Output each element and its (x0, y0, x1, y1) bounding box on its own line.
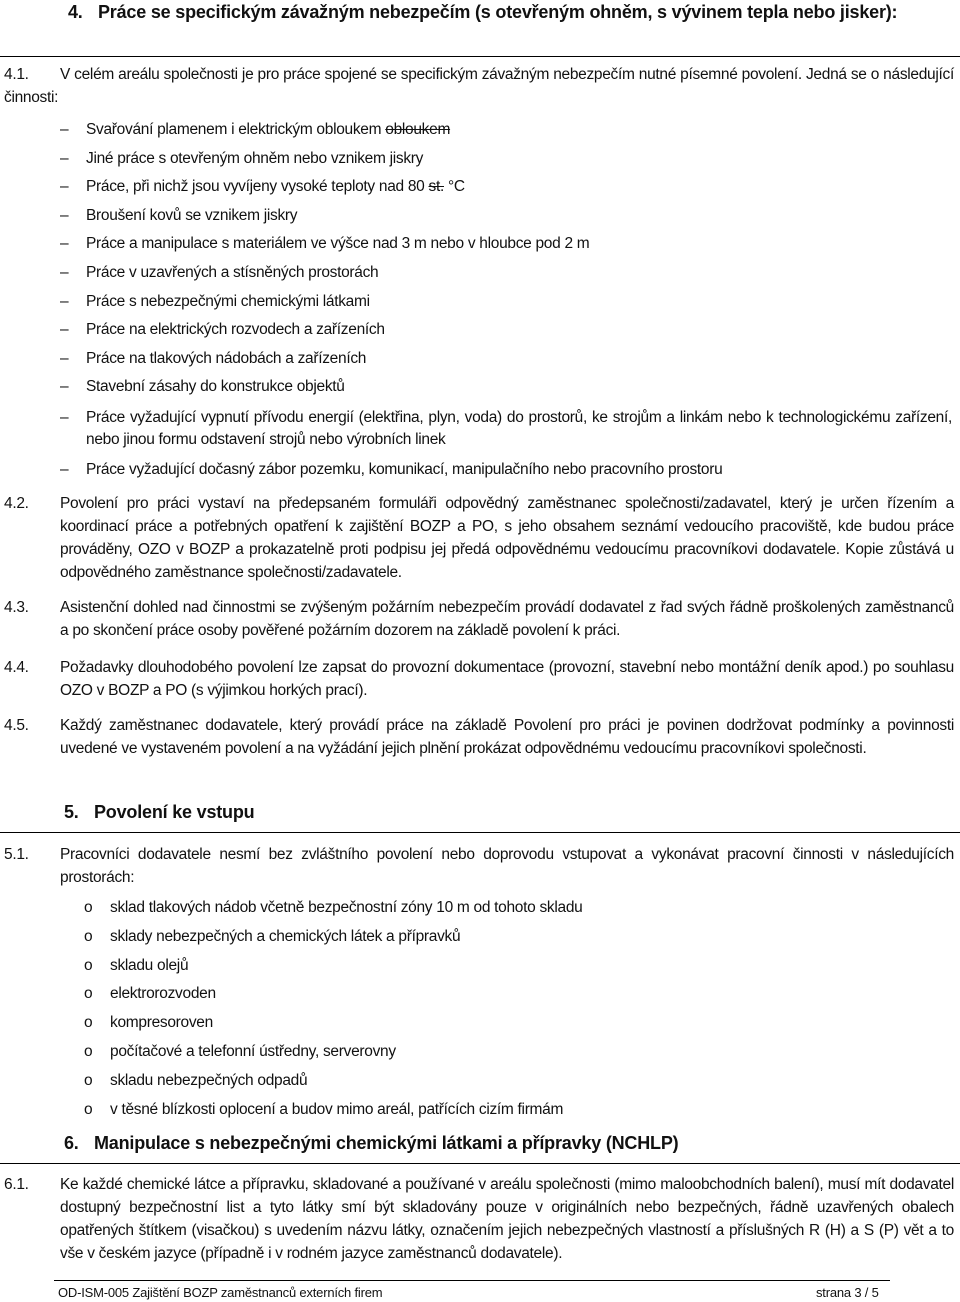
paragraph-4-4 (4, 656, 954, 702)
paragraph-text: Asistenční dohled nad činnostmi se zvýšeným požárním nebezpečím provádí dodavatel z řad svých řádně proškolených zaměstnanců a po skončení práce osoby pověřené požárním dozorem na základě povolení k práci. (60, 599, 954, 639)
section-6-title: Manipulace s nebezpečnými chemickými látkami a přípravky (NCHLP) (94, 1133, 679, 1153)
paragraph-number: 6.1. (4, 1176, 29, 1193)
section-5-heading (64, 800, 254, 824)
list-item (60, 345, 952, 374)
paragraph-number: 4.4. (4, 659, 29, 676)
list-item: o skladu olejů (84, 952, 944, 981)
list-item-text: Stavební zásahy do konstrukce objektů (86, 378, 345, 396)
list-item-text: Práce v uzavřených a stísněných prostorách (86, 263, 379, 281)
paragraph-number: 4.2. (4, 495, 29, 512)
list-item-text: Práce vyžadující vypnutí přívodu energií (elektřina, plyn, voda) do prostorů, ke strojům a linkám nebo k technologickému zařízení, nebo jinou formu odstavení strojů nebo výrobních linek (86, 408, 952, 448)
section-4-heading (68, 0, 928, 24)
list-item: o skladu nebezpečných odpadů (84, 1067, 944, 1096)
list-item: o elektrorozvoden (84, 980, 944, 1009)
section-4-rule (0, 56, 960, 57)
paragraph-text: Povolení pro práci vystaví na předepsaném formuláři odpovědný zaměstnanec společnosti/zadavatel, který je určen řízením a koordinací práce a potřebných opatření k zajištění BOZP a PO, s jeho obsahem seznámí vedoucího pracoviště, kde budou práce prováděny, OZO v BOZP a prokazatelně proti podpisu jej předá odpovědnému vedoucímu pracovníkovi dodavatele. Kopie zůstává u odpovědného zaměstnance společnosti/zadavatele. (60, 495, 954, 581)
list-item: o sklady nebezpečných a chemických látek a přípravků (84, 923, 944, 952)
footer-page-number: strana 3 / 5 (816, 1285, 879, 1300)
section-6-number: 6. (64, 1133, 79, 1153)
list-item-text: Broušení kovů se vznikem jiskry (86, 206, 298, 224)
section-6-heading (64, 1131, 678, 1155)
list-item-text: Práce a manipulace s materiálem ve výšce nad 3 m nebo v hloubce pod 2 m (86, 235, 590, 253)
list-item (60, 456, 952, 485)
paragraph-6-1 (4, 1173, 954, 1265)
paragraph-4-1 (4, 63, 954, 109)
paragraph-number: 4.3. (4, 599, 29, 616)
paragraph-text: Pracovníci dodavatele nesmí bez zvláštního povolení nebo doprovodu vstupovat a vykonávat pracovní činnosti v následujících prostorách: (60, 846, 954, 886)
list-item (60, 173, 952, 202)
list-item (60, 202, 952, 231)
paragraph-text: Každý zaměstnanec dodavatele, který provádí práce na základě Povolení pro práci je povinen dodržovat podmínky a povinnosti uvedené ve vystaveném povolení a na vyžádání jejich plnění prokázat odpovědnému vedoucímu pracovníkovi společnosti. (60, 717, 954, 757)
list-item (60, 288, 952, 317)
section-5-title: Povolení ke vstupu (94, 802, 255, 822)
list-item: o sklad tlakových nádob včetně bezpečnostní zóny 10 m od tohoto skladu (84, 894, 944, 923)
list-item (60, 373, 952, 402)
paragraph-number: 4.5. (4, 717, 29, 734)
list-item: o v těsné blízkosti oplocení a budov mimo areál, patřících cizím firmám (84, 1096, 944, 1125)
paragraph-4-3 (4, 596, 954, 642)
section-4-title: Práce se specifickým závažným nebezpečím (s otevřeným ohněm, s vývinem tepla nebo jisker): (98, 2, 898, 22)
paragraph-number: 5.1. (4, 846, 29, 863)
list-item (60, 407, 952, 451)
list-item (60, 259, 952, 288)
paragraph-4-5 (4, 714, 954, 760)
paragraph-number: 4.1. (4, 66, 29, 83)
list-item-text: Práce vyžadující dočasný zábor pozemku, komunikací, manipulačního nebo pracovního prostoru (86, 460, 723, 478)
list-item: o počítačové a telefonní ústředny, serverovny (84, 1038, 944, 1067)
list-item-text: Práce s nebezpečnými chemickými látkami (86, 292, 370, 310)
list-item (60, 145, 952, 174)
list-item (60, 116, 952, 145)
list-item-text: Svařování plamenem i elektrickým obloukem (86, 121, 386, 138)
section-6-rule (0, 1163, 960, 1164)
section-5-number: 5. (64, 802, 79, 822)
list-item: o kompresoroven (84, 1009, 944, 1038)
list-item-text: Jiné práce s otevřeným ohněm nebo vznikem jiskry (86, 149, 424, 167)
footer-document-title: OD-ISM-005 Zajištění BOZP zaměstnanců externích firem (58, 1285, 383, 1300)
list-item-suffix: °C (443, 178, 465, 196)
list-item-text: Práce, při nichž jsou vyvíjeny vysoké teploty nad 80 (86, 178, 429, 196)
paragraph-4-2 (4, 492, 954, 584)
hazard-work-list (60, 116, 952, 485)
section-4-number: 4. (68, 2, 83, 22)
struck-text: st. (428, 178, 444, 196)
list-item-text: Práce na elektrických rozvodech a zařízeních (86, 321, 385, 339)
paragraph-text: Požadavky dlouhodobého povolení lze zapsat do provozní dokumentace (provozní, stavební nebo montážní deník apod.) po souhlasu OZO v BOZP a PO (s výjimkou horkých prací). (60, 659, 954, 699)
paragraph-5-1 (4, 843, 954, 889)
restricted-area-list (84, 894, 944, 1124)
section-5-rule (0, 832, 960, 833)
list-item (60, 316, 952, 345)
list-item-text: Práce na tlakových nádobách a zařízeních (86, 349, 367, 367)
struck-text: obloukem (385, 121, 451, 138)
list-item (60, 230, 952, 259)
paragraph-text: Ke každé chemické látce a přípravku, skladované a používané v areálu společnosti (mimo maloobchodních balení), musí mít dodavatel dostupný bezpečnostní list a tyto látky smí být skladovány pouze v originálních nebo bezpečných, řádně uzavřených obalech opatřených štítkem (visačkou) s uvedením názvu látky, označením jejich nebezpečných vlastností a příslušných R (H) a S (P) vět a to vše v českém jazyce (případně i v rodném jazyce zaměstnanců dodavatele). (60, 1176, 954, 1262)
paragraph-text: V celém areálu společnosti je pro práce spojené se specifickým závažným nebezpečím nutné písemné povolení. Jedná se o následující činnosti: (4, 66, 954, 106)
footer-rule (54, 1280, 890, 1281)
